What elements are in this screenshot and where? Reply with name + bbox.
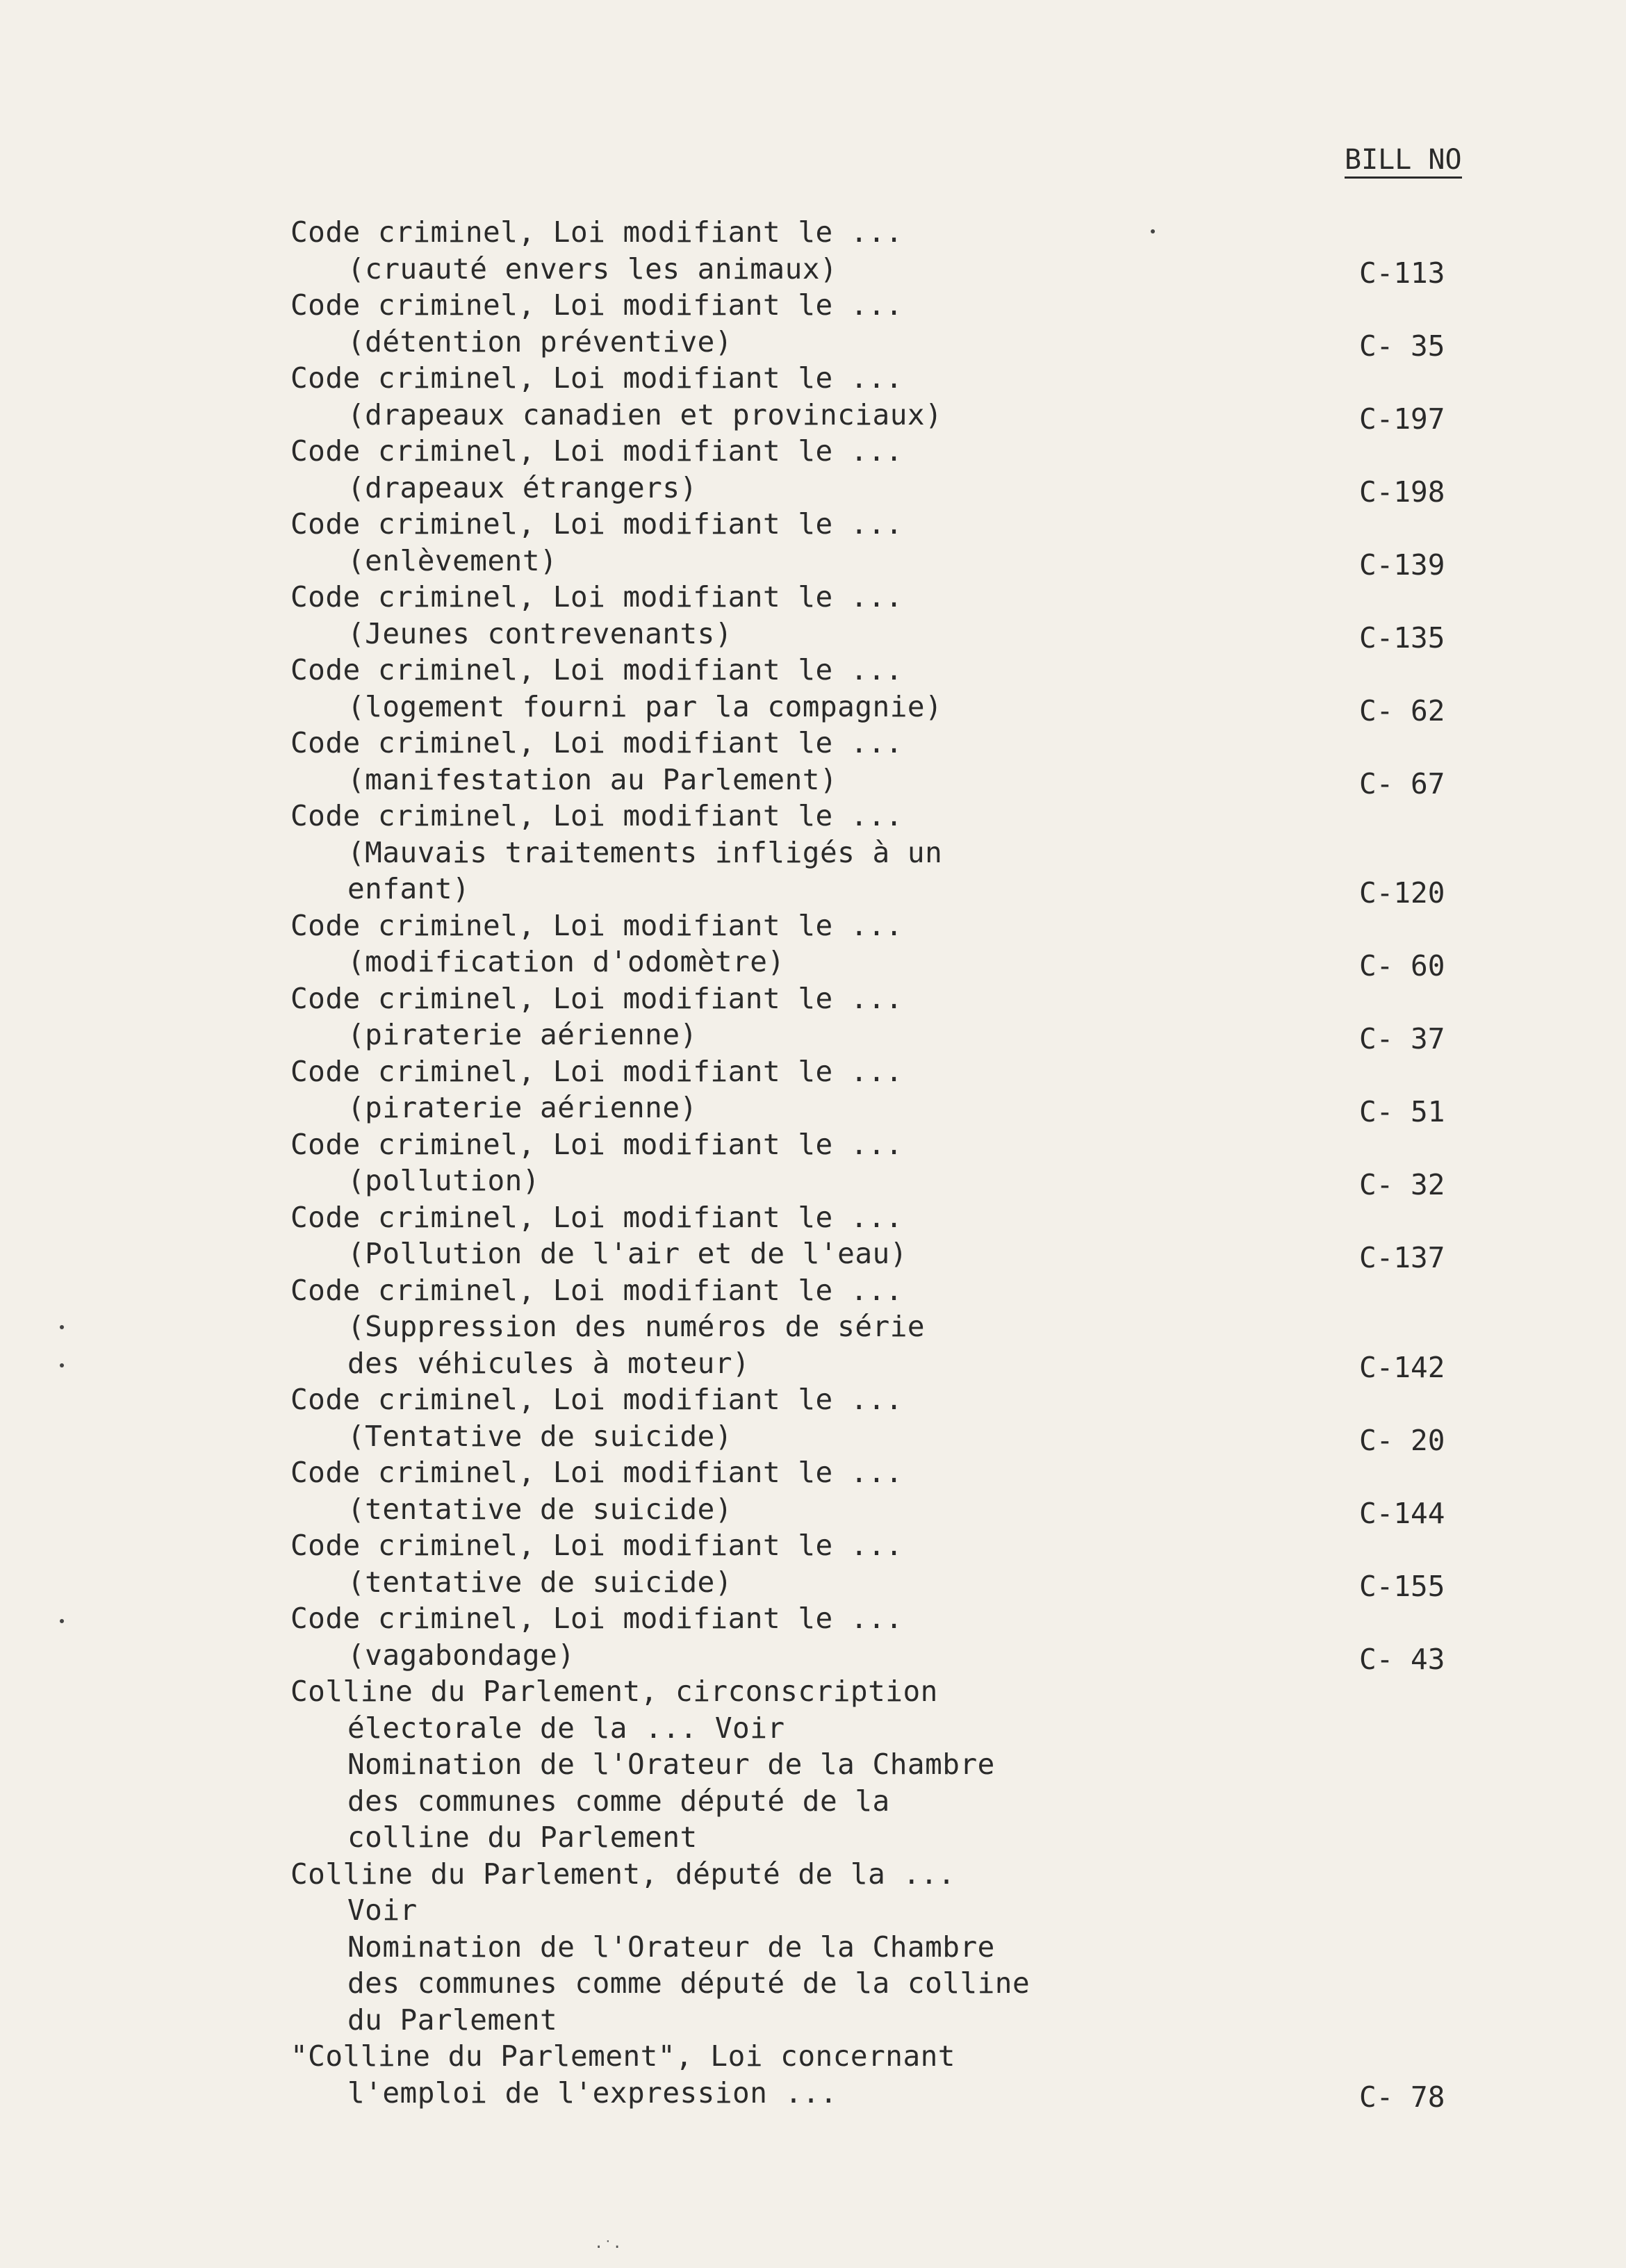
entry-detail-line: (tentative de suicide) <box>347 1565 733 1599</box>
entry-detail-line: des communes comme député de la colline <box>347 1966 1030 2000</box>
index-entry <box>290 652 1486 728</box>
page-speck <box>60 1325 64 1329</box>
index-entry <box>290 798 1486 910</box>
bill-number: C- 20 <box>1359 1423 1445 1457</box>
bill-number: C-139 <box>1359 548 1445 582</box>
index-entry <box>290 2038 1486 2114</box>
entry-detail-line: (drapeaux canadien et provinciaux) <box>347 397 943 432</box>
page-speck <box>60 1363 64 1367</box>
entry-detail-line: (Suppression des numéros de série <box>347 1310 926 1343</box>
bill-number: C-197 <box>1359 402 1445 436</box>
index-entry <box>290 1199 1486 1272</box>
index-entry <box>290 1600 1486 1676</box>
entry-title-line: Code criminel, Loi modifiant le ... <box>290 580 903 614</box>
bill-number: C-135 <box>1359 621 1445 655</box>
footer-mark: ·˙· <box>594 2239 622 2256</box>
entry-title-line: Code criminel, Loi modifiant le ... <box>290 1054 903 1088</box>
entry-detail-line: des véhicules à moteur) <box>347 1346 750 1380</box>
bill-number: C-113 <box>1359 256 1445 290</box>
entry-detail-line: (Mauvais traitements infligés à un <box>347 835 943 869</box>
entry-detail-line: (logement fourni par la compagnie) <box>347 689 943 723</box>
index-entry <box>290 506 1486 582</box>
index-entry <box>290 725 1486 798</box>
page-speck <box>60 1619 64 1623</box>
entry-detail-line: (drapeaux étrangers) <box>347 470 698 504</box>
entry-detail-line: Voir <box>347 1893 418 1927</box>
entry-detail-line: (pollution) <box>347 1164 541 1197</box>
entry-detail-line: (piraterie aérienne) <box>347 1018 698 1051</box>
bill-number: C- 67 <box>1359 766 1445 800</box>
entry-detail-line: (Pollution de l'air et de l'eau) <box>347 1237 908 1270</box>
entry-title-line: Code criminel, Loi modifiant le ... <box>290 653 903 687</box>
entry-title-line: Code criminel, Loi modifiant le ... <box>290 1383 903 1416</box>
entry-title-line: Code criminel, Loi modifiant le ... <box>290 361 903 395</box>
entry-detail-line: électorale de la ... Voir <box>347 1711 785 1745</box>
bill-number: C-198 <box>1359 475 1445 509</box>
index-entry <box>290 1856 1486 2039</box>
entry-detail-line: du Parlement <box>347 2003 558 2037</box>
entry-detail-line: (vagabondage) <box>347 1638 575 1672</box>
entry-detail-line: (Tentative de suicide) <box>347 1419 733 1453</box>
entry-detail-line: colline du Parlement <box>347 1821 698 1854</box>
entry-title-line: Code criminel, Loi modifiant le ... <box>290 726 903 759</box>
index-entry <box>290 980 1486 1053</box>
entry-detail-line: (modification d'odomètre) <box>347 945 785 978</box>
bill-no-header: BILL NO <box>1345 145 1462 179</box>
index-entry <box>290 214 1486 290</box>
index-entry <box>290 1527 1486 1603</box>
bill-number: C- 35 <box>1359 329 1445 363</box>
entry-detail-line: (cruauté envers les animaux) <box>347 252 838 286</box>
bill-number: C- 37 <box>1359 1022 1445 1055</box>
entry-detail-line: l'emploi de l'expression ... <box>347 2076 838 2110</box>
entry-title-line: Code criminel, Loi modifiant le ... <box>290 507 903 541</box>
entry-detail-line: enfant) <box>347 872 470 905</box>
index-entry <box>290 1454 1486 1530</box>
entry-detail-line: (piraterie aérienne) <box>347 1091 698 1124</box>
bill-number: C- 62 <box>1359 693 1445 728</box>
index-entry <box>290 907 1486 983</box>
entry-detail-line: (détention préventive) <box>347 324 733 359</box>
bill-number: C-142 <box>1359 1350 1445 1384</box>
index-entry <box>290 1126 1486 1199</box>
page-speck <box>1151 229 1155 233</box>
entry-title-line: Colline du Parlement, circonscription <box>290 1675 938 1708</box>
entry-detail-line: des communes comme député de la <box>347 1784 890 1818</box>
entry-title-line: Code criminel, Loi modifiant le ... <box>290 1529 903 1562</box>
bill-number: C- 51 <box>1359 1095 1445 1128</box>
bill-number: C- 78 <box>1359 2080 1445 2114</box>
entry-detail-line: Nomination de l'Orateur de la Chambre <box>347 1930 995 1964</box>
entry-title-line: Code criminel, Loi modifiant le ... <box>290 1200 903 1234</box>
bill-number: C-120 <box>1359 876 1445 910</box>
entry-detail-line: (enlèvement) <box>347 543 558 577</box>
entry-title-line: Code criminel, Loi modifiant le ... <box>290 215 903 249</box>
entry-title-line: Code criminel, Loi modifiant le ... <box>290 434 903 468</box>
entry-title-line: Code criminel, Loi modifiant le ... <box>290 908 903 942</box>
entry-title-line: Colline du Parlement, député de la ... <box>290 1857 955 1891</box>
entry-title-line: Code criminel, Loi modifiant le ... <box>290 799 903 832</box>
bill-number: C- 32 <box>1359 1168 1445 1201</box>
entry-detail-line: (Jeunes contrevenants) <box>347 616 733 650</box>
index-entry <box>290 579 1486 655</box>
index-entry <box>290 287 1486 363</box>
bill-number: C-137 <box>1359 1241 1445 1274</box>
entry-title-line: Code criminel, Loi modifiant le ... <box>290 288 903 322</box>
entry-title-line: Code criminel, Loi modifiant le ... <box>290 981 903 1015</box>
entry-title-line: Code criminel, Loi modifiant le ... <box>290 1273 903 1307</box>
bill-number: C-155 <box>1359 1569 1445 1603</box>
entry-title-line: Code criminel, Loi modifiant le ... <box>290 1127 903 1161</box>
entry-detail-line: (manifestation au Parlement) <box>347 762 838 796</box>
entry-title-line: "Colline du Parlement", Loi concernant <box>290 2039 955 2073</box>
entry-detail-line: Nomination de l'Orateur de la Chambre <box>347 1748 995 1781</box>
index-entry <box>290 1673 1486 1856</box>
entry-title-line: Code criminel, Loi modifiant le ... <box>290 1456 903 1489</box>
bill-number: C-144 <box>1359 1496 1445 1530</box>
index-entries-list <box>290 214 1486 2114</box>
entry-detail-line: (tentative de suicide) <box>347 1492 733 1526</box>
bill-number: C- 43 <box>1359 1642 1445 1676</box>
index-entry <box>290 433 1486 509</box>
bill-number: C- 60 <box>1359 949 1445 983</box>
index-entry <box>290 360 1486 436</box>
index-entry <box>290 1381 1486 1457</box>
index-entry <box>290 1053 1486 1126</box>
index-entry <box>290 1272 1486 1382</box>
entry-title-line: Code criminel, Loi modifiant le ... <box>290 1602 903 1635</box>
